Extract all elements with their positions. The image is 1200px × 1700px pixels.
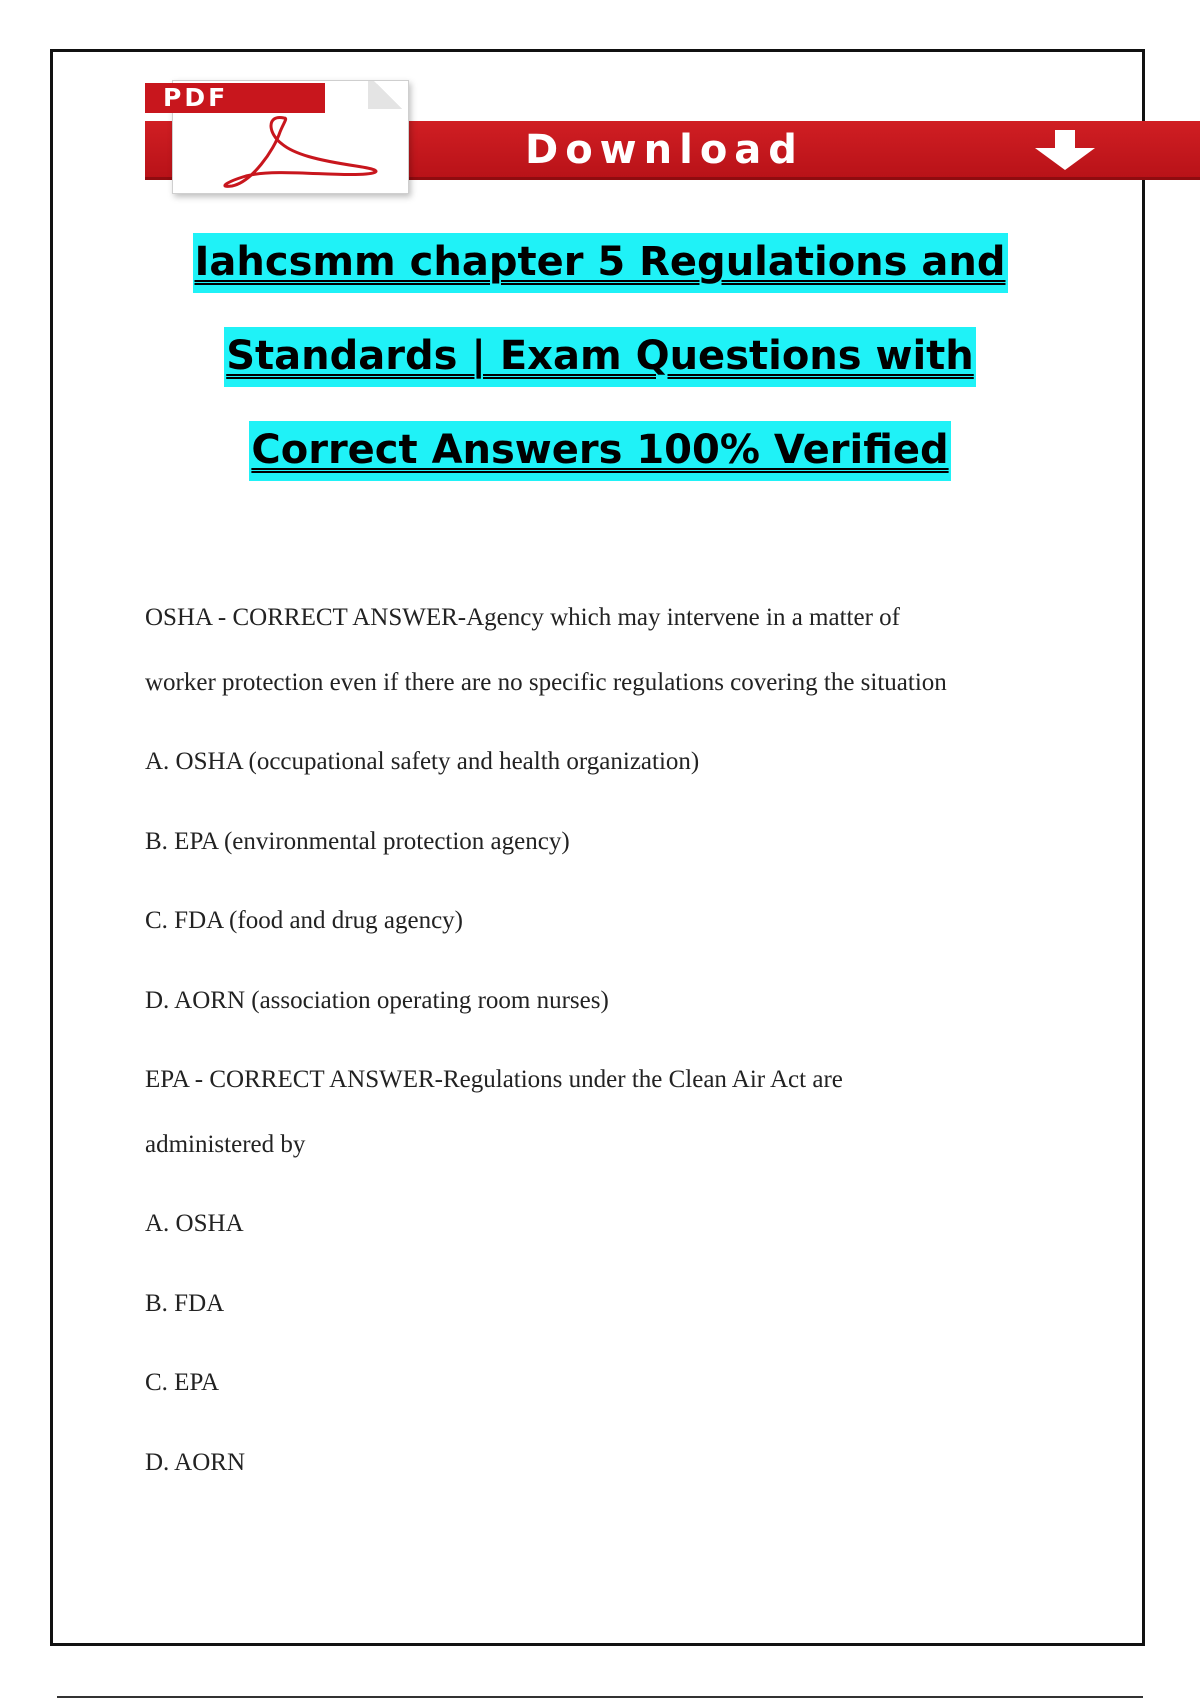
- question-2-option-c: C. EPA: [145, 1369, 220, 1396]
- question-2-option-a: A. OSHA: [145, 1210, 244, 1237]
- bottom-divider: [57, 1696, 1143, 1698]
- question-2-text-line-1: EPA - CORRECT ANSWER-Regulations under the Clean Air Act are: [145, 1066, 843, 1093]
- question-1-option-b: B. EPA (environmental protection agency): [145, 828, 570, 855]
- question-1-option-d: D. AORN (association operating room nurses): [145, 987, 609, 1014]
- question-2-option-b: B. FDA: [145, 1290, 225, 1317]
- acrobat-logo-icon: [196, 110, 396, 190]
- document-title-line-3: Correct Answers 100% Verified: [0, 421, 1200, 481]
- download-label: Download: [525, 127, 804, 173]
- pdf-download-banner[interactable]: [0, 0, 1200, 200]
- question-1-text-line-2: worker protection even if there are no specific regulations covering the situation: [145, 669, 947, 696]
- page-fold: [368, 81, 408, 109]
- download-arrow-icon: [1025, 128, 1105, 172]
- document-title-line-2: Standards | Exam Questions with: [0, 327, 1200, 387]
- question-2-option-d: D. AORN: [145, 1449, 246, 1476]
- document-title-line-1: Iahcsmm chapter 5 Regulations and: [0, 233, 1200, 293]
- question-1-text-line-1: OSHA - CORRECT ANSWER-Agency which may intervene in a matter of: [145, 604, 900, 631]
- question-2-text-line-2: administered by: [145, 1131, 306, 1158]
- question-1-option-a: A. OSHA (occupational safety and health organization): [145, 748, 700, 775]
- question-1-option-c: C. FDA (food and drug agency): [145, 907, 463, 934]
- pdf-tag: PDF: [145, 83, 325, 113]
